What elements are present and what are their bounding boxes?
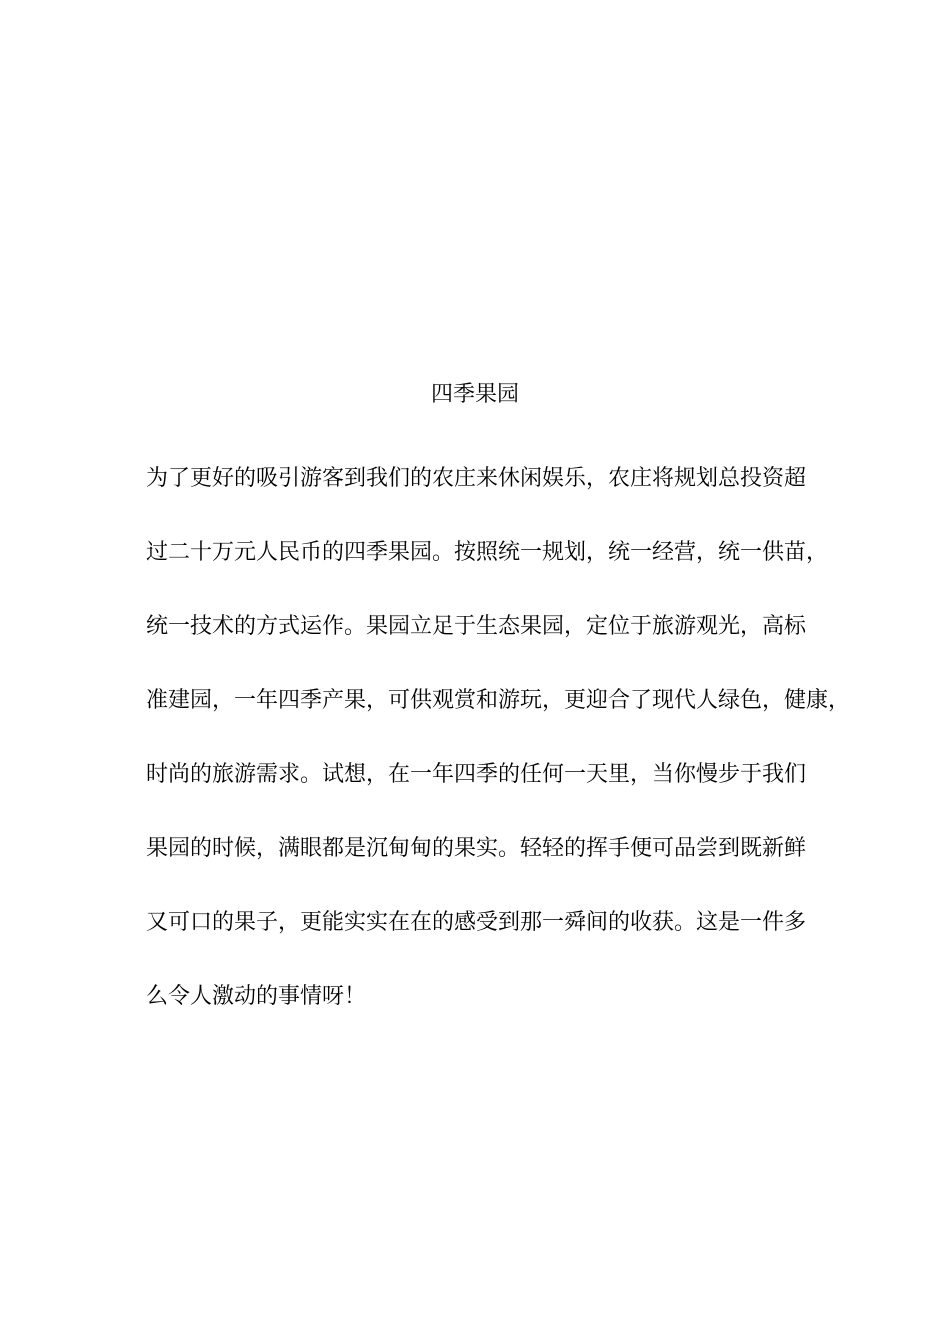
document-title: 四季果园 [430,382,519,407]
body-line-6: 果园的时候，满眼都是沉甸甸的果实。轻轻的挥手便可品尝到既新鲜 [146,836,807,861]
body-line-5: 时尚的旅游需求。试想，在一年四季的任何一天里，当你慢步于我们 [146,762,807,787]
body-line-8: 么令人激动的事情呀！ [146,984,367,1009]
body-line-1: 为了更好的吸引游客到我们的农庄来休闲娱乐，农庄将规划总投资超 [146,466,807,491]
body-line-2: 过二十万元人民币的四季果园。按照统一规划，统一经营，统一供苗， [146,540,829,565]
body-line-7: 又可口的果子，更能实实在在的感受到那一舜间的收获。这是一件多 [146,910,807,935]
body-line-4: 准建园，一年四季产果，可供观赏和游玩，更迎合了现代人绿色，健康， [146,688,851,713]
body-line-3: 统一技术的方式运作。果园立足于生态果园，定位于旅游观光，高标 [146,614,807,639]
document-body [146,462,851,1054]
